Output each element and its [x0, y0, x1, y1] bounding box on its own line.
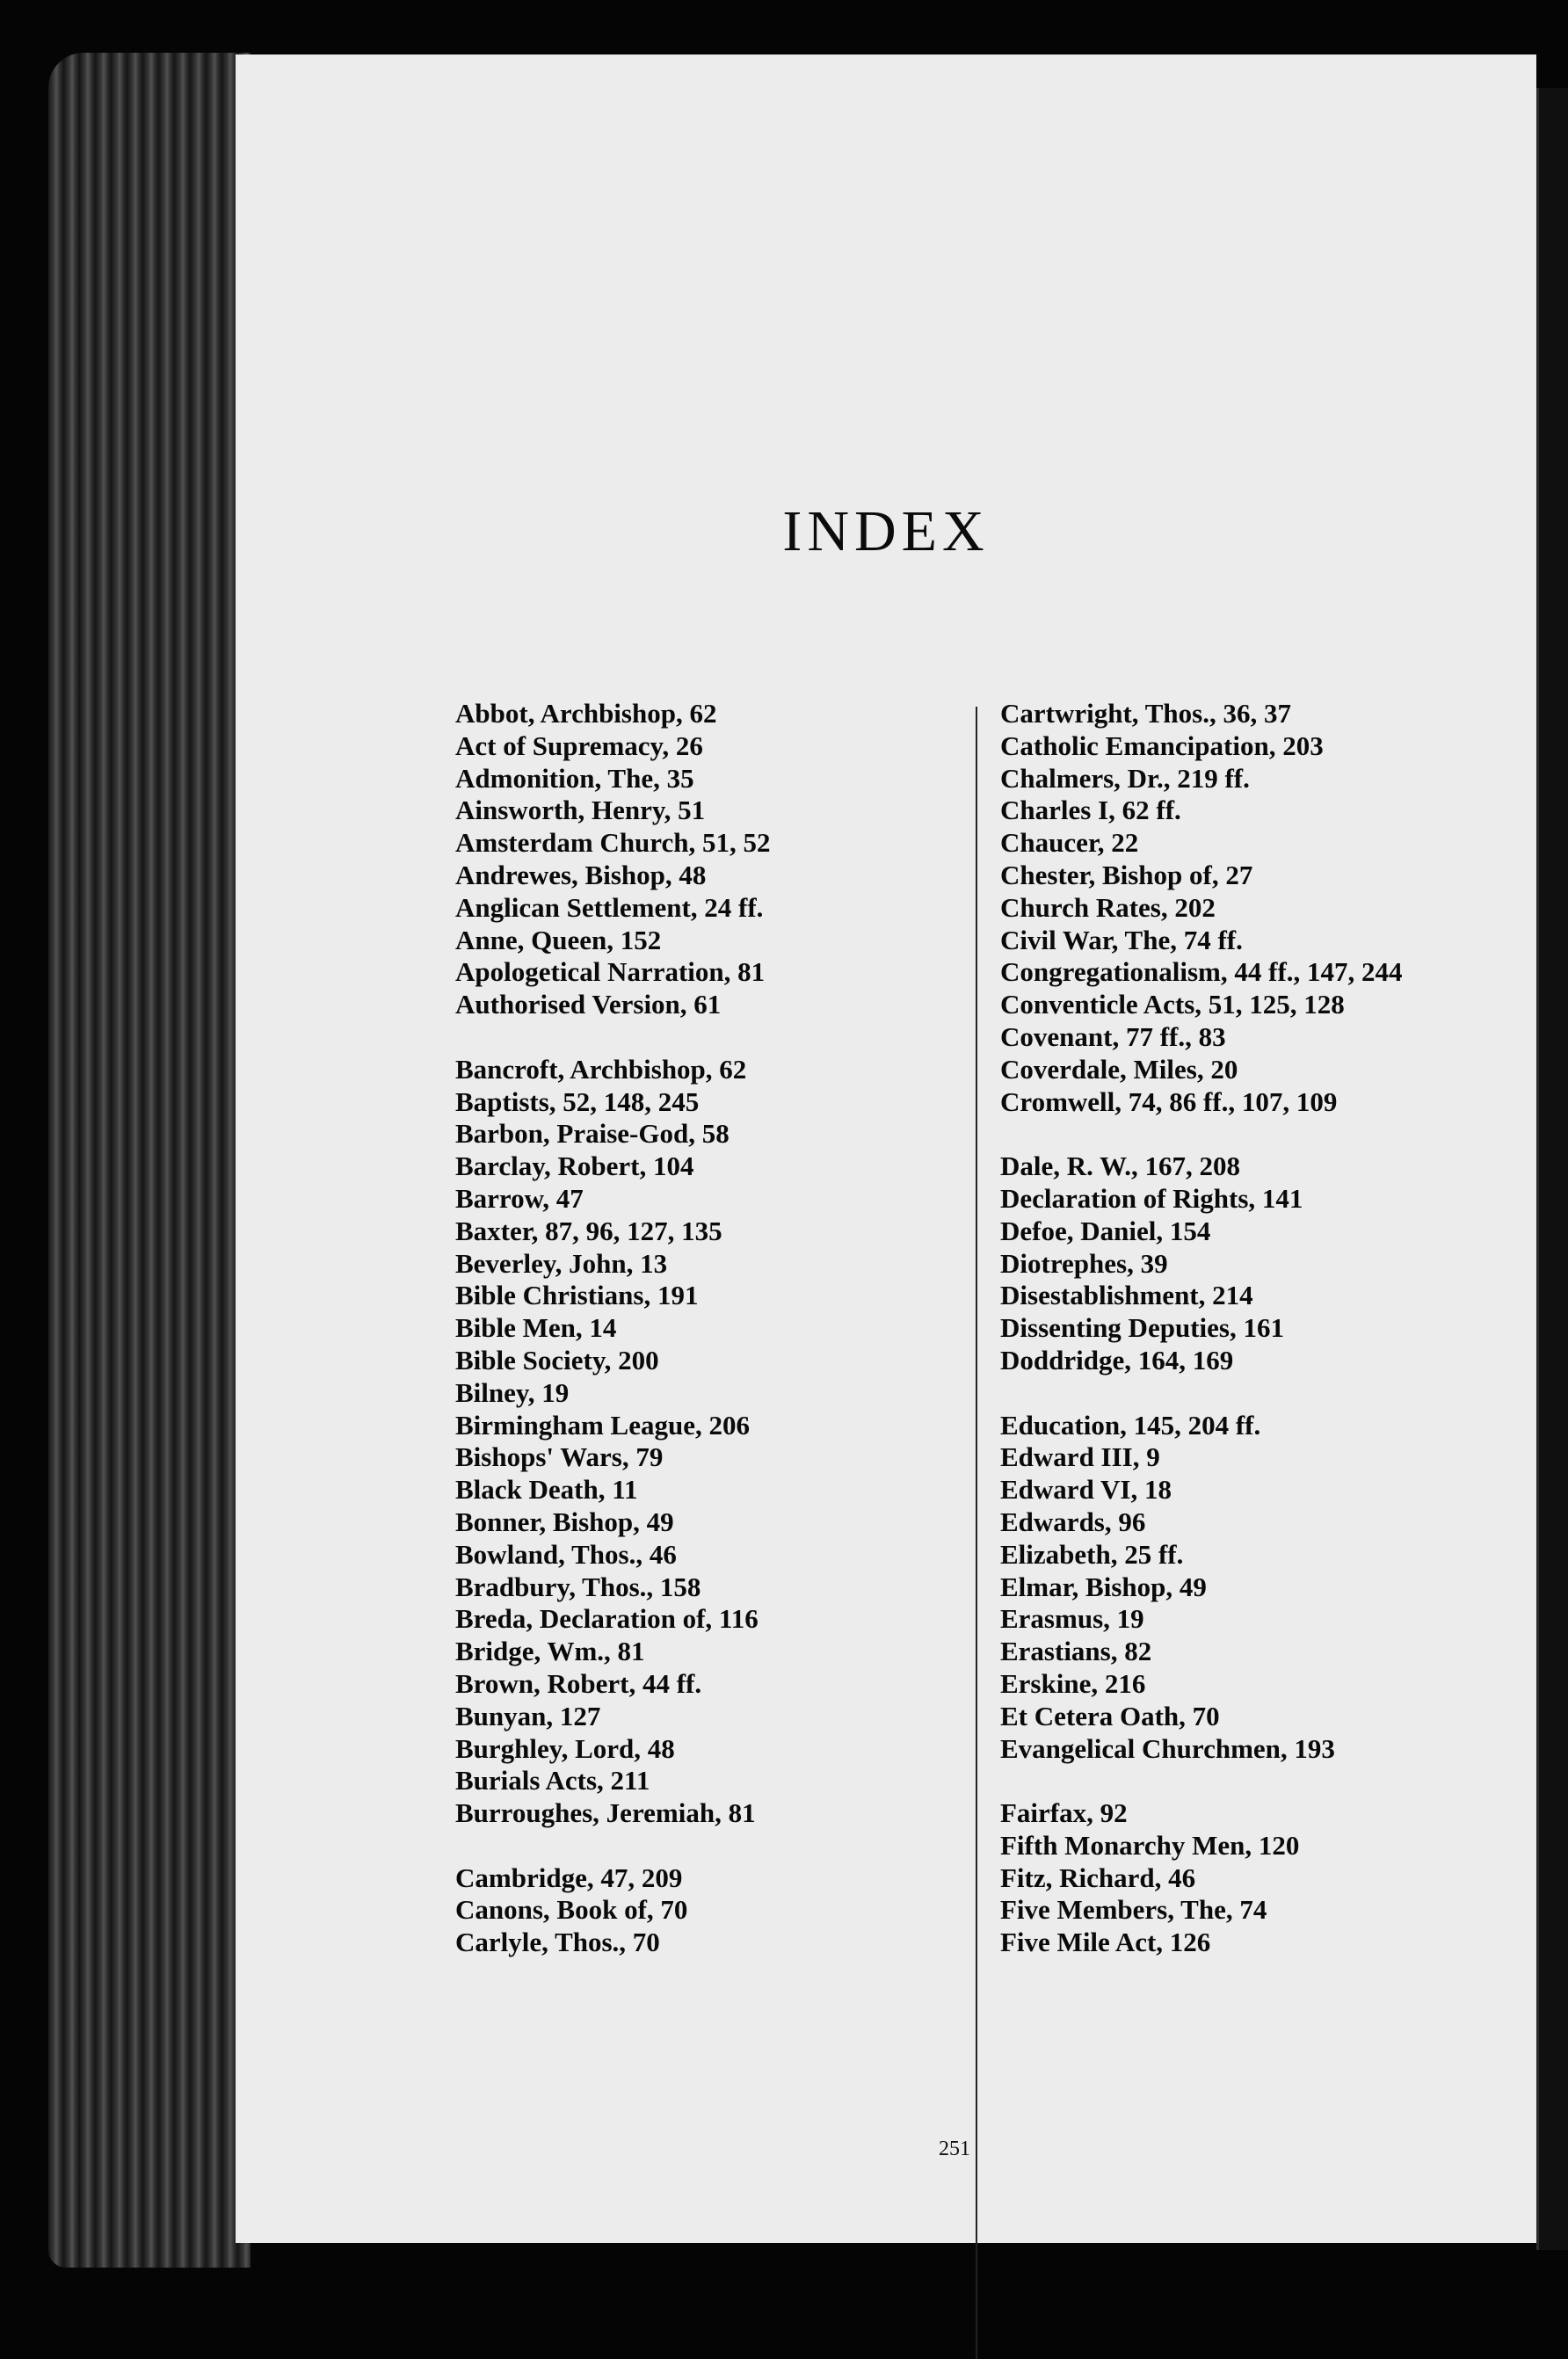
index-entry: Elmar, Bishop, 49	[1000, 1571, 1207, 1602]
index-entry: Anne, Queen, 152	[455, 924, 662, 955]
index-entry: Declaration of Rights, 141	[1000, 1182, 1303, 1214]
index-column-left	[455, 698, 947, 1959]
index-entry: Beverley, John, 13	[455, 1247, 668, 1279]
index-entry: Barrow, 47	[455, 1182, 584, 1214]
index-entry: Bancroft, Archbishop, 62	[455, 1053, 747, 1085]
index-entry: Bowland, Thos., 46	[455, 1538, 677, 1570]
index-entry: Civil War, The, 74 ff.	[1000, 924, 1243, 955]
index-entry: Burghley, Lord, 48	[455, 1732, 675, 1764]
index-entry: Church Rates, 202	[1000, 891, 1216, 923]
index-group-gap	[455, 1830, 947, 1862]
index-entry: Edward III, 9	[1000, 1441, 1160, 1473]
index-entry: Bridge, Wm., 81	[455, 1636, 645, 1667]
index-entry: Evangelical Churchmen, 193	[1000, 1732, 1335, 1764]
index-entry: Bible Men, 14	[455, 1312, 617, 1344]
index-entry: Education, 145, 204 ff.	[1000, 1409, 1261, 1441]
index-entry: Barbon, Praise-God, 58	[455, 1118, 730, 1150]
column-divider	[976, 707, 977, 2359]
index-entry: Doddridge, 164, 169	[1000, 1344, 1234, 1375]
index-entry: Apologetical Narration, 81	[455, 956, 766, 988]
index-entry: Bible Christians, 191	[455, 1280, 699, 1311]
index-entry: Bunyan, 127	[455, 1700, 601, 1731]
index-entry: Covenant, 77 ff., 83	[1000, 1020, 1226, 1052]
index-entry: Conventicle Acts, 51, 125, 128	[1000, 989, 1345, 1020]
index-entry: Bilney, 19	[455, 1376, 570, 1408]
index-entry: Chester, Bishop of, 27	[1000, 859, 1253, 890]
index-entry: Diotrephes, 39	[1000, 1247, 1168, 1279]
index-entry: Cromwell, 74, 86 ff., 107, 109	[1000, 1085, 1338, 1117]
index-entry: Coverdale, Miles, 20	[1000, 1053, 1238, 1085]
index-entry: Andrewes, Bishop, 48	[455, 859, 707, 890]
index-entry: Abbot, Archbishop, 62	[455, 698, 717, 729]
index-group-gap	[1000, 1118, 1528, 1150]
index-entry: Breda, Declaration of, 116	[455, 1603, 759, 1635]
index-entry: Burroughes, Jeremiah, 81	[455, 1797, 756, 1829]
page-title: INDEX	[782, 499, 990, 563]
index-entry: Canons, Book of, 70	[455, 1894, 688, 1926]
index-entry: Edwards, 96	[1000, 1506, 1146, 1537]
index-entry: Barclay, Robert, 104	[455, 1150, 694, 1182]
index-entry: Birmingham League, 206	[455, 1409, 750, 1441]
index-entry: Ainsworth, Henry, 51	[455, 795, 706, 826]
index-entry: Dale, R. W., 167, 208	[1000, 1150, 1240, 1182]
index-entry: Authorised Version, 61	[455, 989, 722, 1020]
index-entry: Charles I, 62 ff.	[1000, 795, 1181, 826]
index-entry: Edward VI, 18	[1000, 1474, 1172, 1506]
index-entry: Five Members, The, 74	[1000, 1894, 1267, 1926]
index-group-gap	[1000, 1765, 1528, 1797]
index-entry: Catholic Emancipation, 203	[1000, 729, 1324, 761]
index-entry: Admonition, The, 35	[455, 762, 694, 794]
index-entry: Carlyle, Thos., 70	[455, 1927, 660, 1958]
index-entry: Act of Supremacy, 26	[455, 729, 703, 761]
index-group-gap	[455, 1021, 947, 1054]
index-entry: Fairfax, 92	[1000, 1797, 1128, 1829]
index-entry: Elizabeth, 25 ff.	[1000, 1538, 1184, 1570]
index-entry: Bradbury, Thos., 158	[455, 1571, 701, 1602]
index-entry: Black Death, 11	[455, 1474, 638, 1506]
index-entry: Amsterdam Church, 51, 52	[455, 827, 771, 859]
index-entry: Chalmers, Dr., 219 ff.	[1000, 762, 1250, 794]
index-entry: Et Cetera Oath, 70	[1000, 1700, 1220, 1731]
index-entry: Erastians, 82	[1000, 1636, 1152, 1667]
page-number: 251	[939, 2138, 970, 2160]
index-entry: Erasmus, 19	[1000, 1603, 1144, 1635]
index-entry: Erskine, 216	[1000, 1667, 1146, 1699]
index-entry: Fifth Monarchy Men, 120	[1000, 1829, 1300, 1861]
index-group-gap	[1000, 1377, 1528, 1410]
index-entry: Disestablishment, 214	[1000, 1280, 1253, 1311]
index-entry: Cambridge, 47, 209	[455, 1862, 683, 1893]
index-page	[236, 54, 1536, 2243]
facing-page-edge	[1536, 88, 1568, 2250]
index-entry: Fitz, Richard, 46	[1000, 1862, 1196, 1893]
book-page-edges	[48, 53, 250, 2268]
index-entry: Baxter, 87, 96, 127, 135	[455, 1215, 722, 1246]
index-column-right	[1000, 698, 1528, 1959]
index-entry: Bonner, Bishop, 49	[455, 1506, 674, 1537]
index-entry: Defoe, Daniel, 154	[1000, 1215, 1211, 1246]
index-entry: Baptists, 52, 148, 245	[455, 1085, 700, 1117]
index-entry: Brown, Robert, 44 ff.	[455, 1667, 702, 1699]
index-entry: Dissenting Deputies, 161	[1000, 1312, 1284, 1344]
index-entry: Bishops' Wars, 79	[455, 1441, 664, 1473]
index-entry: Bible Society, 200	[455, 1344, 659, 1375]
index-entry: Burials Acts, 211	[455, 1765, 650, 1796]
index-entry: Five Mile Act, 126	[1000, 1927, 1211, 1958]
index-entry: Anglican Settlement, 24 ff.	[455, 891, 764, 923]
index-entry: Congregationalism, 44 ff., 147, 244	[1000, 956, 1403, 988]
index-entry: Chaucer, 22	[1000, 827, 1139, 859]
index-entry: Cartwright, Thos., 36, 37	[1000, 698, 1291, 729]
